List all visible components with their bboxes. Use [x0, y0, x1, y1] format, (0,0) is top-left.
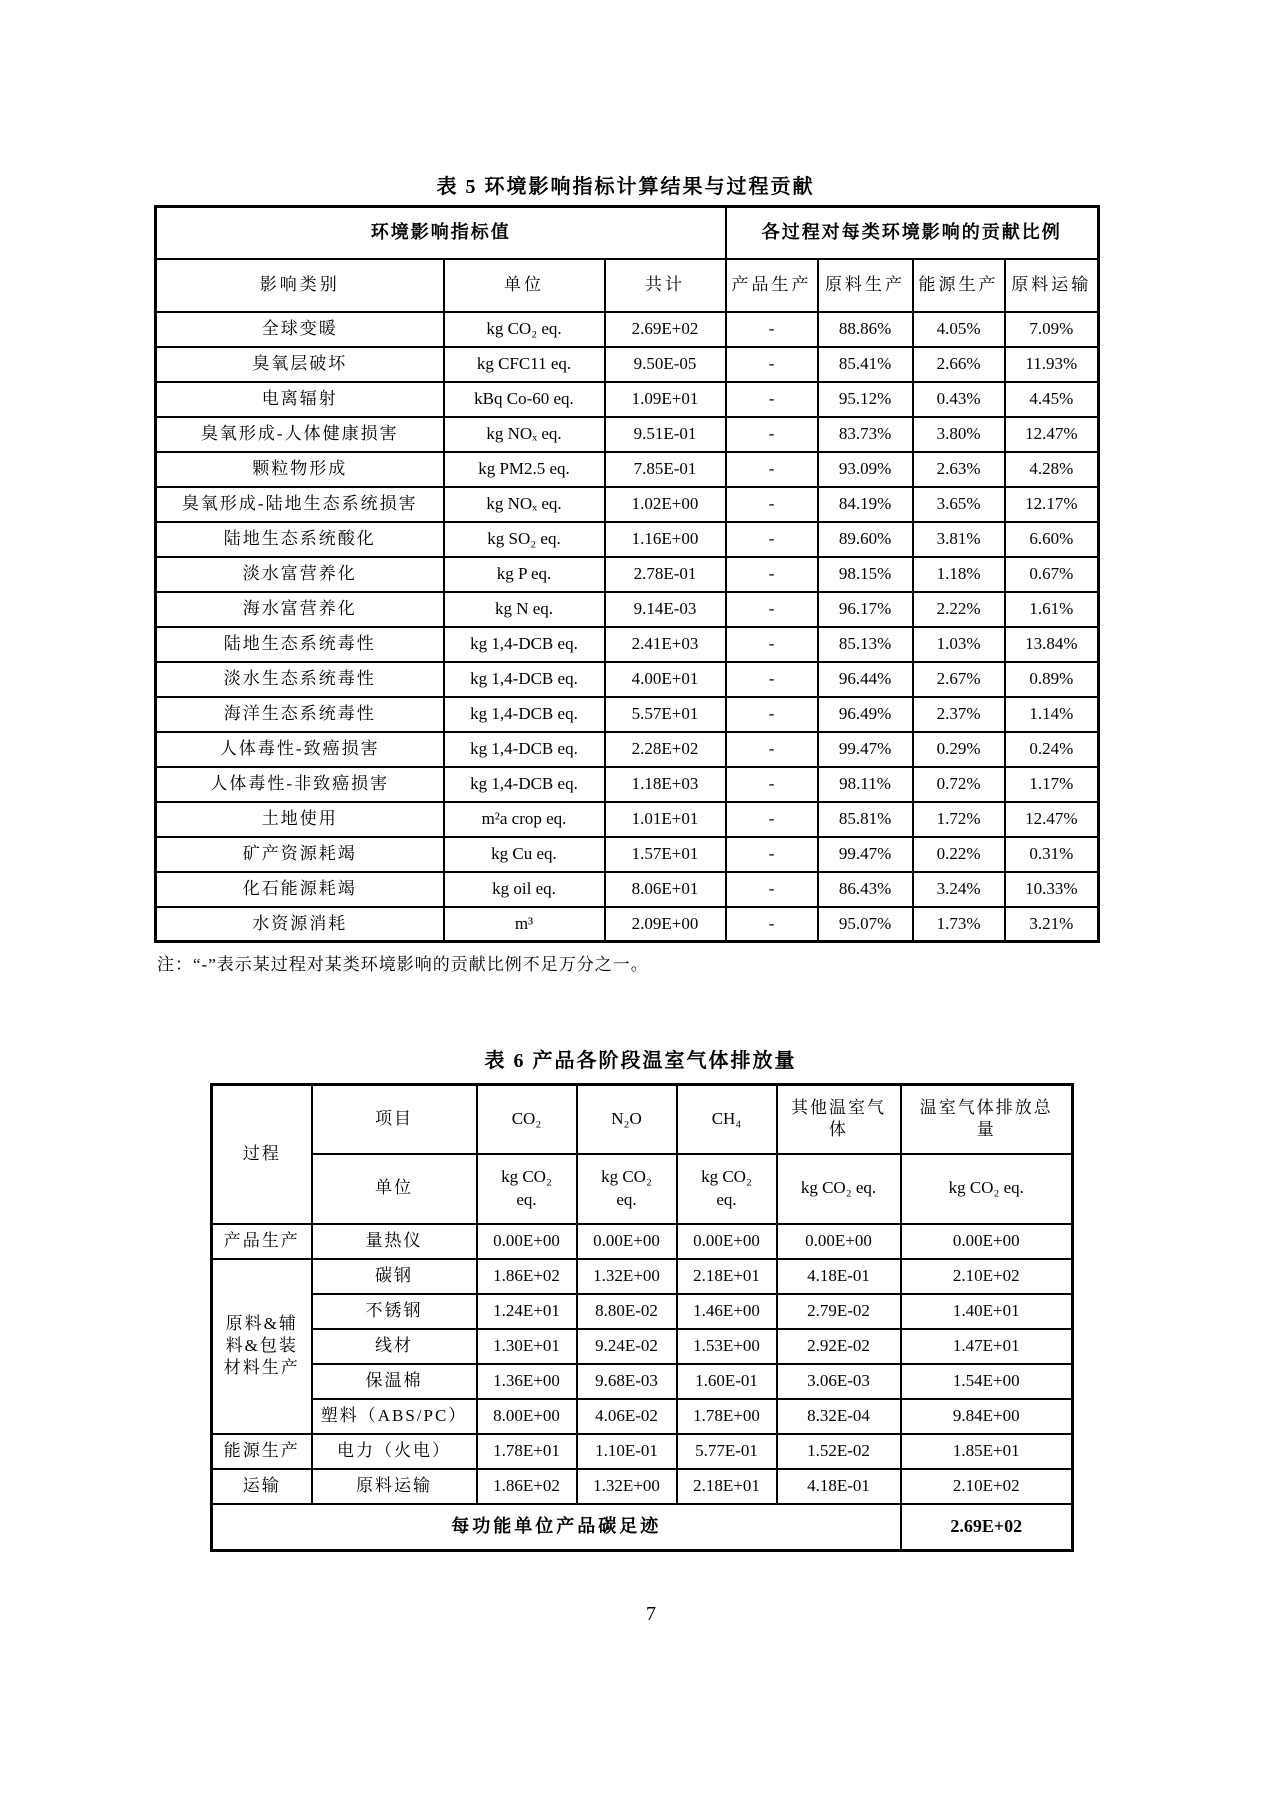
t6-header-ch4: CH₄ — [677, 1085, 777, 1154]
t5-impact-category-cell: 海水富营养化 — [156, 592, 444, 627]
t5-energy-production-contribution-cell: 1.72% — [913, 802, 1005, 837]
t5-energy-production-contribution-cell: 3.65% — [913, 487, 1005, 522]
t5-impact-category-cell: 海洋生态系统毒性 — [156, 697, 444, 732]
t5-material-production-contribution-cell: 85.13% — [818, 627, 913, 662]
t5-unit-cell: kg CFC11 eq. — [444, 347, 605, 382]
t5-material-transport-contribution-cell: 3.21% — [1005, 907, 1099, 942]
t6-ch4-cell: 1.78E+00 — [677, 1399, 777, 1434]
t5-material-transport-contribution-cell: 7.09% — [1005, 312, 1099, 347]
t5-material-production-contribution-cell: 96.44% — [818, 662, 913, 697]
table6-ghg-emissions — [210, 1083, 1074, 1552]
t5-unit-cell: m²a crop eq. — [444, 802, 605, 837]
t5-product-production-contribution-cell: - — [726, 347, 818, 382]
t5-impact-category-cell: 土地使用 — [156, 802, 444, 837]
t5-total-cell: 2.28E+02 — [605, 732, 726, 767]
t5-product-production-contribution-cell: - — [726, 382, 818, 417]
t5-energy-production-contribution-cell: 2.63% — [913, 452, 1005, 487]
t5-impact-category-cell: 臭氧形成-陆地生态系统损害 — [156, 487, 444, 522]
t5-impact-category-cell: 陆地生态系统酸化 — [156, 522, 444, 557]
t5-material-transport-contribution-cell: 0.67% — [1005, 557, 1099, 592]
table5-row — [156, 907, 1099, 942]
t6-other-ghg-cell: 8.32E-04 — [777, 1399, 901, 1434]
t6-ghg-total-cell: 1.54E+00 — [901, 1364, 1073, 1399]
table6-row — [212, 1364, 1073, 1399]
table6-row — [212, 1224, 1073, 1259]
table5-title: 表 5 环境影响指标计算结果与过程贡献 — [436, 176, 815, 198]
table6-footer-row — [212, 1504, 1073, 1551]
t6-co2-cell: 1.30E+01 — [477, 1329, 577, 1364]
t5-col-header-total: 共计 — [605, 259, 726, 312]
t5-col-header-energy-production: 能源生产 — [913, 259, 1005, 312]
t5-energy-production-contribution-cell: 3.80% — [913, 417, 1005, 452]
table5-row — [156, 382, 1099, 417]
t5-material-transport-contribution-cell: 1.14% — [1005, 697, 1099, 732]
t5-total-cell: 1.16E+00 — [605, 522, 726, 557]
t5-material-transport-contribution-cell: 12.47% — [1005, 802, 1099, 837]
t6-ch4-cell: 1.46E+00 — [677, 1294, 777, 1329]
t6-header-other-ghg: 其他温室气体 — [777, 1085, 901, 1154]
table6-title: 表 6 产品各阶段温室气体排放量 — [484, 1050, 797, 1072]
t5-material-transport-contribution-cell: 12.17% — [1005, 487, 1099, 522]
t5-material-production-contribution-cell: 96.49% — [818, 697, 913, 732]
table6-row — [212, 1294, 1073, 1329]
t5-material-transport-contribution-cell: 10.33% — [1005, 872, 1099, 907]
t6-other-ghg-cell: 3.06E-03 — [777, 1364, 901, 1399]
table6-row — [212, 1399, 1073, 1434]
t5-total-cell: 9.51E-01 — [605, 417, 726, 452]
t5-energy-production-contribution-cell: 1.73% — [913, 907, 1005, 942]
t6-ch4-cell: 0.00E+00 — [677, 1224, 777, 1259]
t5-product-production-contribution-cell: - — [726, 697, 818, 732]
t6-ghg-total-cell: 0.00E+00 — [901, 1224, 1073, 1259]
t6-n2o-cell: 8.80E-02 — [577, 1294, 677, 1329]
t6-header-process: 过程 — [212, 1085, 312, 1224]
table5-footnote: 注：“-”表示某过程对某类环境影响的贡献比例不足万分之一。 — [157, 955, 649, 974]
t5-impact-category-cell: 人体毒性-非致癌损害 — [156, 767, 444, 802]
t5-energy-production-contribution-cell: 0.43% — [913, 382, 1005, 417]
t5-col-header-product-production: 产品生产 — [726, 259, 818, 312]
t6-co2-cell: 1.24E+01 — [477, 1294, 577, 1329]
t5-material-transport-contribution-cell: 0.89% — [1005, 662, 1099, 697]
t5-material-production-contribution-cell: 84.19% — [818, 487, 913, 522]
t5-total-cell: 1.09E+01 — [605, 382, 726, 417]
t6-n2o-cell: 9.24E-02 — [577, 1329, 677, 1364]
t6-other-ghg-cell: 2.79E-02 — [777, 1294, 901, 1329]
t5-unit-cell: kg P eq. — [444, 557, 605, 592]
t5-group-header-contribution: 各过程对每类环境影响的贡献比例 — [726, 207, 1099, 259]
t5-col-header-impact-category: 影响类别 — [156, 259, 444, 312]
t5-product-production-contribution-cell: - — [726, 557, 818, 592]
t6-other-ghg-cell: 2.92E-02 — [777, 1329, 901, 1364]
t5-material-transport-contribution-cell: 12.47% — [1005, 417, 1099, 452]
t5-material-production-contribution-cell: 96.17% — [818, 592, 913, 627]
t6-unit-n2o: kg CO₂ eq. — [577, 1154, 677, 1224]
t5-material-production-contribution-cell: 88.86% — [818, 312, 913, 347]
t6-ch4-cell: 1.53E+00 — [677, 1329, 777, 1364]
t5-product-production-contribution-cell: - — [726, 417, 818, 452]
table6-row — [212, 1259, 1073, 1294]
t6-header-ghg-total: 温室气体排放总量 — [901, 1085, 1073, 1154]
t5-col-header-unit: 单位 — [444, 259, 605, 312]
t6-process-cell: 运输 — [212, 1469, 312, 1504]
t6-item-cell: 原料运输 — [312, 1469, 477, 1504]
t6-ghg-total-cell: 1.40E+01 — [901, 1294, 1073, 1329]
t5-material-transport-contribution-cell: 0.31% — [1005, 837, 1099, 872]
t5-material-production-contribution-cell: 98.15% — [818, 557, 913, 592]
t5-material-production-contribution-cell: 89.60% — [818, 522, 913, 557]
t6-header-unit: 单位 — [312, 1154, 477, 1224]
t6-ch4-cell: 2.18E+01 — [677, 1469, 777, 1504]
table6-header-row-2 — [212, 1154, 1073, 1224]
t5-material-transport-contribution-cell: 4.28% — [1005, 452, 1099, 487]
t6-item-cell: 线材 — [312, 1329, 477, 1364]
t6-item-cell: 塑料（ABS/PC） — [312, 1399, 477, 1434]
t6-item-cell: 碳钢 — [312, 1259, 477, 1294]
table5-container — [154, 205, 1100, 943]
t6-process-cell: 原料&辅料&包装材料生产 — [212, 1259, 312, 1434]
t6-ch4-cell: 5.77E-01 — [677, 1434, 777, 1469]
table5-row — [156, 627, 1099, 662]
t5-material-transport-contribution-cell: 11.93% — [1005, 347, 1099, 382]
t6-item-cell: 电力（火电） — [312, 1434, 477, 1469]
t6-other-ghg-cell: 4.18E-01 — [777, 1469, 901, 1504]
t6-n2o-cell: 1.10E-01 — [577, 1434, 677, 1469]
t5-total-cell: 1.02E+00 — [605, 487, 726, 522]
t5-total-cell: 2.69E+02 — [605, 312, 726, 347]
t6-process-cell: 能源生产 — [212, 1434, 312, 1469]
t5-unit-cell: kg NOₓ eq. — [444, 487, 605, 522]
t6-co2-cell: 1.86E+02 — [477, 1469, 577, 1504]
t5-impact-category-cell: 臭氧层破坏 — [156, 347, 444, 382]
t6-other-ghg-cell: 4.18E-01 — [777, 1259, 901, 1294]
t5-impact-category-cell: 水资源消耗 — [156, 907, 444, 942]
t5-impact-category-cell: 陆地生态系统毒性 — [156, 627, 444, 662]
table5-column-header-row — [156, 259, 1099, 312]
t5-impact-category-cell: 淡水生态系统毒性 — [156, 662, 444, 697]
t5-material-production-contribution-cell: 93.09% — [818, 452, 913, 487]
table5-row — [156, 312, 1099, 347]
t5-energy-production-contribution-cell: 2.66% — [913, 347, 1005, 382]
t5-unit-cell: kg NOₓ eq. — [444, 417, 605, 452]
table5-row — [156, 837, 1099, 872]
t6-co2-cell: 1.86E+02 — [477, 1259, 577, 1294]
page-number: 7 — [646, 1603, 656, 1625]
t5-col-header-material-production: 原料生产 — [818, 259, 913, 312]
t5-material-production-contribution-cell: 85.81% — [818, 802, 913, 837]
t5-material-production-contribution-cell: 99.47% — [818, 837, 913, 872]
table6-row — [212, 1434, 1073, 1469]
table5-row — [156, 732, 1099, 767]
t5-unit-cell: kg CO₂ eq. — [444, 312, 605, 347]
t5-unit-cell: kBq Co-60 eq. — [444, 382, 605, 417]
t5-total-cell: 8.06E+01 — [605, 872, 726, 907]
t6-n2o-cell: 4.06E-02 — [577, 1399, 677, 1434]
t5-energy-production-contribution-cell: 3.81% — [913, 522, 1005, 557]
t6-co2-cell: 8.00E+00 — [477, 1399, 577, 1434]
t6-co2-cell: 1.78E+01 — [477, 1434, 577, 1469]
table5-row — [156, 802, 1099, 837]
t6-item-cell: 量热仪 — [312, 1224, 477, 1259]
t5-total-cell: 2.41E+03 — [605, 627, 726, 662]
t6-ghg-total-cell: 9.84E+00 — [901, 1399, 1073, 1434]
t5-energy-production-contribution-cell: 0.72% — [913, 767, 1005, 802]
t5-energy-production-contribution-cell: 2.37% — [913, 697, 1005, 732]
t5-product-production-contribution-cell: - — [726, 907, 818, 942]
t6-header-n2o: N₂O — [577, 1085, 677, 1154]
t5-total-cell: 1.01E+01 — [605, 802, 726, 837]
t5-impact-category-cell: 臭氧形成-人体健康损害 — [156, 417, 444, 452]
t5-material-production-contribution-cell: 99.47% — [818, 732, 913, 767]
t5-energy-production-contribution-cell: 4.05% — [913, 312, 1005, 347]
t6-item-cell: 保温棉 — [312, 1364, 477, 1399]
t6-n2o-cell: 0.00E+00 — [577, 1224, 677, 1259]
t5-unit-cell: m³ — [444, 907, 605, 942]
table5-row — [156, 347, 1099, 382]
table5-row — [156, 487, 1099, 522]
t5-material-production-contribution-cell: 85.41% — [818, 347, 913, 382]
t5-material-transport-contribution-cell: 13.84% — [1005, 627, 1099, 662]
table5-group-header-row — [156, 207, 1099, 259]
t6-n2o-cell: 1.32E+00 — [577, 1469, 677, 1504]
t5-impact-category-cell: 矿产资源耗竭 — [156, 837, 444, 872]
t5-unit-cell: kg N eq. — [444, 592, 605, 627]
t5-unit-cell: kg oil eq. — [444, 872, 605, 907]
t5-total-cell: 5.57E+01 — [605, 697, 726, 732]
t5-material-transport-contribution-cell: 6.60% — [1005, 522, 1099, 557]
t6-unit-other-ghg: kg CO₂ eq. — [777, 1154, 901, 1224]
t6-carbon-footprint-value: 2.69E+02 — [901, 1504, 1073, 1551]
t5-product-production-contribution-cell: - — [726, 732, 818, 767]
t6-co2-cell: 0.00E+00 — [477, 1224, 577, 1259]
t5-total-cell: 2.78E-01 — [605, 557, 726, 592]
t5-material-production-contribution-cell: 95.07% — [818, 907, 913, 942]
t5-unit-cell: kg 1,4-DCB eq. — [444, 732, 605, 767]
t6-other-ghg-cell: 1.52E-02 — [777, 1434, 901, 1469]
t6-unit-co2: kg CO₂ eq. — [477, 1154, 577, 1224]
table5-row — [156, 767, 1099, 802]
t5-unit-cell: kg 1,4-DCB eq. — [444, 767, 605, 802]
t6-n2o-cell: 9.68E-03 — [577, 1364, 677, 1399]
t5-material-production-contribution-cell: 86.43% — [818, 872, 913, 907]
t6-ch4-cell: 1.60E-01 — [677, 1364, 777, 1399]
t5-material-production-contribution-cell: 98.11% — [818, 767, 913, 802]
table5-row — [156, 417, 1099, 452]
t6-unit-ch4: kg CO₂ eq. — [677, 1154, 777, 1224]
t5-total-cell: 1.57E+01 — [605, 837, 726, 872]
table6-row — [212, 1469, 1073, 1504]
t5-energy-production-contribution-cell: 2.22% — [913, 592, 1005, 627]
t6-co2-cell: 1.36E+00 — [477, 1364, 577, 1399]
t5-impact-category-cell: 人体毒性-致癌损害 — [156, 732, 444, 767]
t5-product-production-contribution-cell: - — [726, 312, 818, 347]
t5-product-production-contribution-cell: - — [726, 592, 818, 627]
t5-energy-production-contribution-cell: 0.29% — [913, 732, 1005, 767]
t5-material-transport-contribution-cell: 1.17% — [1005, 767, 1099, 802]
t5-impact-category-cell: 全球变暖 — [156, 312, 444, 347]
t5-unit-cell: kg 1,4-DCB eq. — [444, 697, 605, 732]
t5-product-production-contribution-cell: - — [726, 802, 818, 837]
t6-n2o-cell: 1.32E+00 — [577, 1259, 677, 1294]
table6-container — [210, 1083, 1074, 1552]
t5-product-production-contribution-cell: - — [726, 487, 818, 522]
t6-other-ghg-cell: 0.00E+00 — [777, 1224, 901, 1259]
t6-ghg-total-cell: 2.10E+02 — [901, 1469, 1073, 1504]
t5-total-cell: 2.09E+00 — [605, 907, 726, 942]
t6-ch4-cell: 2.18E+01 — [677, 1259, 777, 1294]
t5-unit-cell: kg Cu eq. — [444, 837, 605, 872]
t5-impact-category-cell: 化石能源耗竭 — [156, 872, 444, 907]
t5-product-production-contribution-cell: - — [726, 662, 818, 697]
t5-energy-production-contribution-cell: 3.24% — [913, 872, 1005, 907]
table6-row — [212, 1329, 1073, 1364]
t5-unit-cell: kg PM2.5 eq. — [444, 452, 605, 487]
table5-environmental-impact — [154, 205, 1100, 943]
table5-row — [156, 522, 1099, 557]
t5-energy-production-contribution-cell: 0.22% — [913, 837, 1005, 872]
t5-material-transport-contribution-cell: 0.24% — [1005, 732, 1099, 767]
t5-product-production-contribution-cell: - — [726, 767, 818, 802]
t5-impact-category-cell: 颗粒物形成 — [156, 452, 444, 487]
t6-header-item: 项目 — [312, 1085, 477, 1154]
table5-row — [156, 697, 1099, 732]
t6-unit-ghg-total: kg CO₂ eq. — [901, 1154, 1073, 1224]
t6-carbon-footprint-label: 每功能单位产品碳足迹 — [212, 1504, 901, 1551]
t5-product-production-contribution-cell: - — [726, 627, 818, 662]
table5-row — [156, 592, 1099, 627]
t5-energy-production-contribution-cell: 1.03% — [913, 627, 1005, 662]
t6-item-cell: 不锈钢 — [312, 1294, 477, 1329]
t5-product-production-contribution-cell: - — [726, 837, 818, 872]
t5-unit-cell: kg 1,4-DCB eq. — [444, 627, 605, 662]
t5-unit-cell: kg SO₂ eq. — [444, 522, 605, 557]
table5-row — [156, 452, 1099, 487]
t5-impact-category-cell: 淡水富营养化 — [156, 557, 444, 592]
t5-total-cell: 9.14E-03 — [605, 592, 726, 627]
t6-ghg-total-cell: 2.10E+02 — [901, 1259, 1073, 1294]
t5-material-production-contribution-cell: 83.73% — [818, 417, 913, 452]
t5-material-transport-contribution-cell: 1.61% — [1005, 592, 1099, 627]
t6-process-cell: 产品生产 — [212, 1224, 312, 1259]
t5-material-transport-contribution-cell: 4.45% — [1005, 382, 1099, 417]
t6-ghg-total-cell: 1.47E+01 — [901, 1329, 1073, 1364]
t5-impact-category-cell: 电离辐射 — [156, 382, 444, 417]
t5-product-production-contribution-cell: - — [726, 872, 818, 907]
t5-energy-production-contribution-cell: 2.67% — [913, 662, 1005, 697]
table5-row — [156, 872, 1099, 907]
t6-header-co2: CO₂ — [477, 1085, 577, 1154]
t5-total-cell: 7.85E-01 — [605, 452, 726, 487]
t5-product-production-contribution-cell: - — [726, 452, 818, 487]
t5-total-cell: 4.00E+01 — [605, 662, 726, 697]
table6-header-row-1 — [212, 1085, 1073, 1154]
t5-total-cell: 1.18E+03 — [605, 767, 726, 802]
t6-ghg-total-cell: 1.85E+01 — [901, 1434, 1073, 1469]
t5-material-production-contribution-cell: 95.12% — [818, 382, 913, 417]
t5-unit-cell: kg 1,4-DCB eq. — [444, 662, 605, 697]
table5-row — [156, 662, 1099, 697]
table5-row — [156, 557, 1099, 592]
t5-group-header-indicator-values: 环境影响指标值 — [156, 207, 726, 259]
t5-col-header-material-transport: 原料运输 — [1005, 259, 1099, 312]
t5-product-production-contribution-cell: - — [726, 522, 818, 557]
t5-total-cell: 9.50E-05 — [605, 347, 726, 382]
t5-energy-production-contribution-cell: 1.18% — [913, 557, 1005, 592]
